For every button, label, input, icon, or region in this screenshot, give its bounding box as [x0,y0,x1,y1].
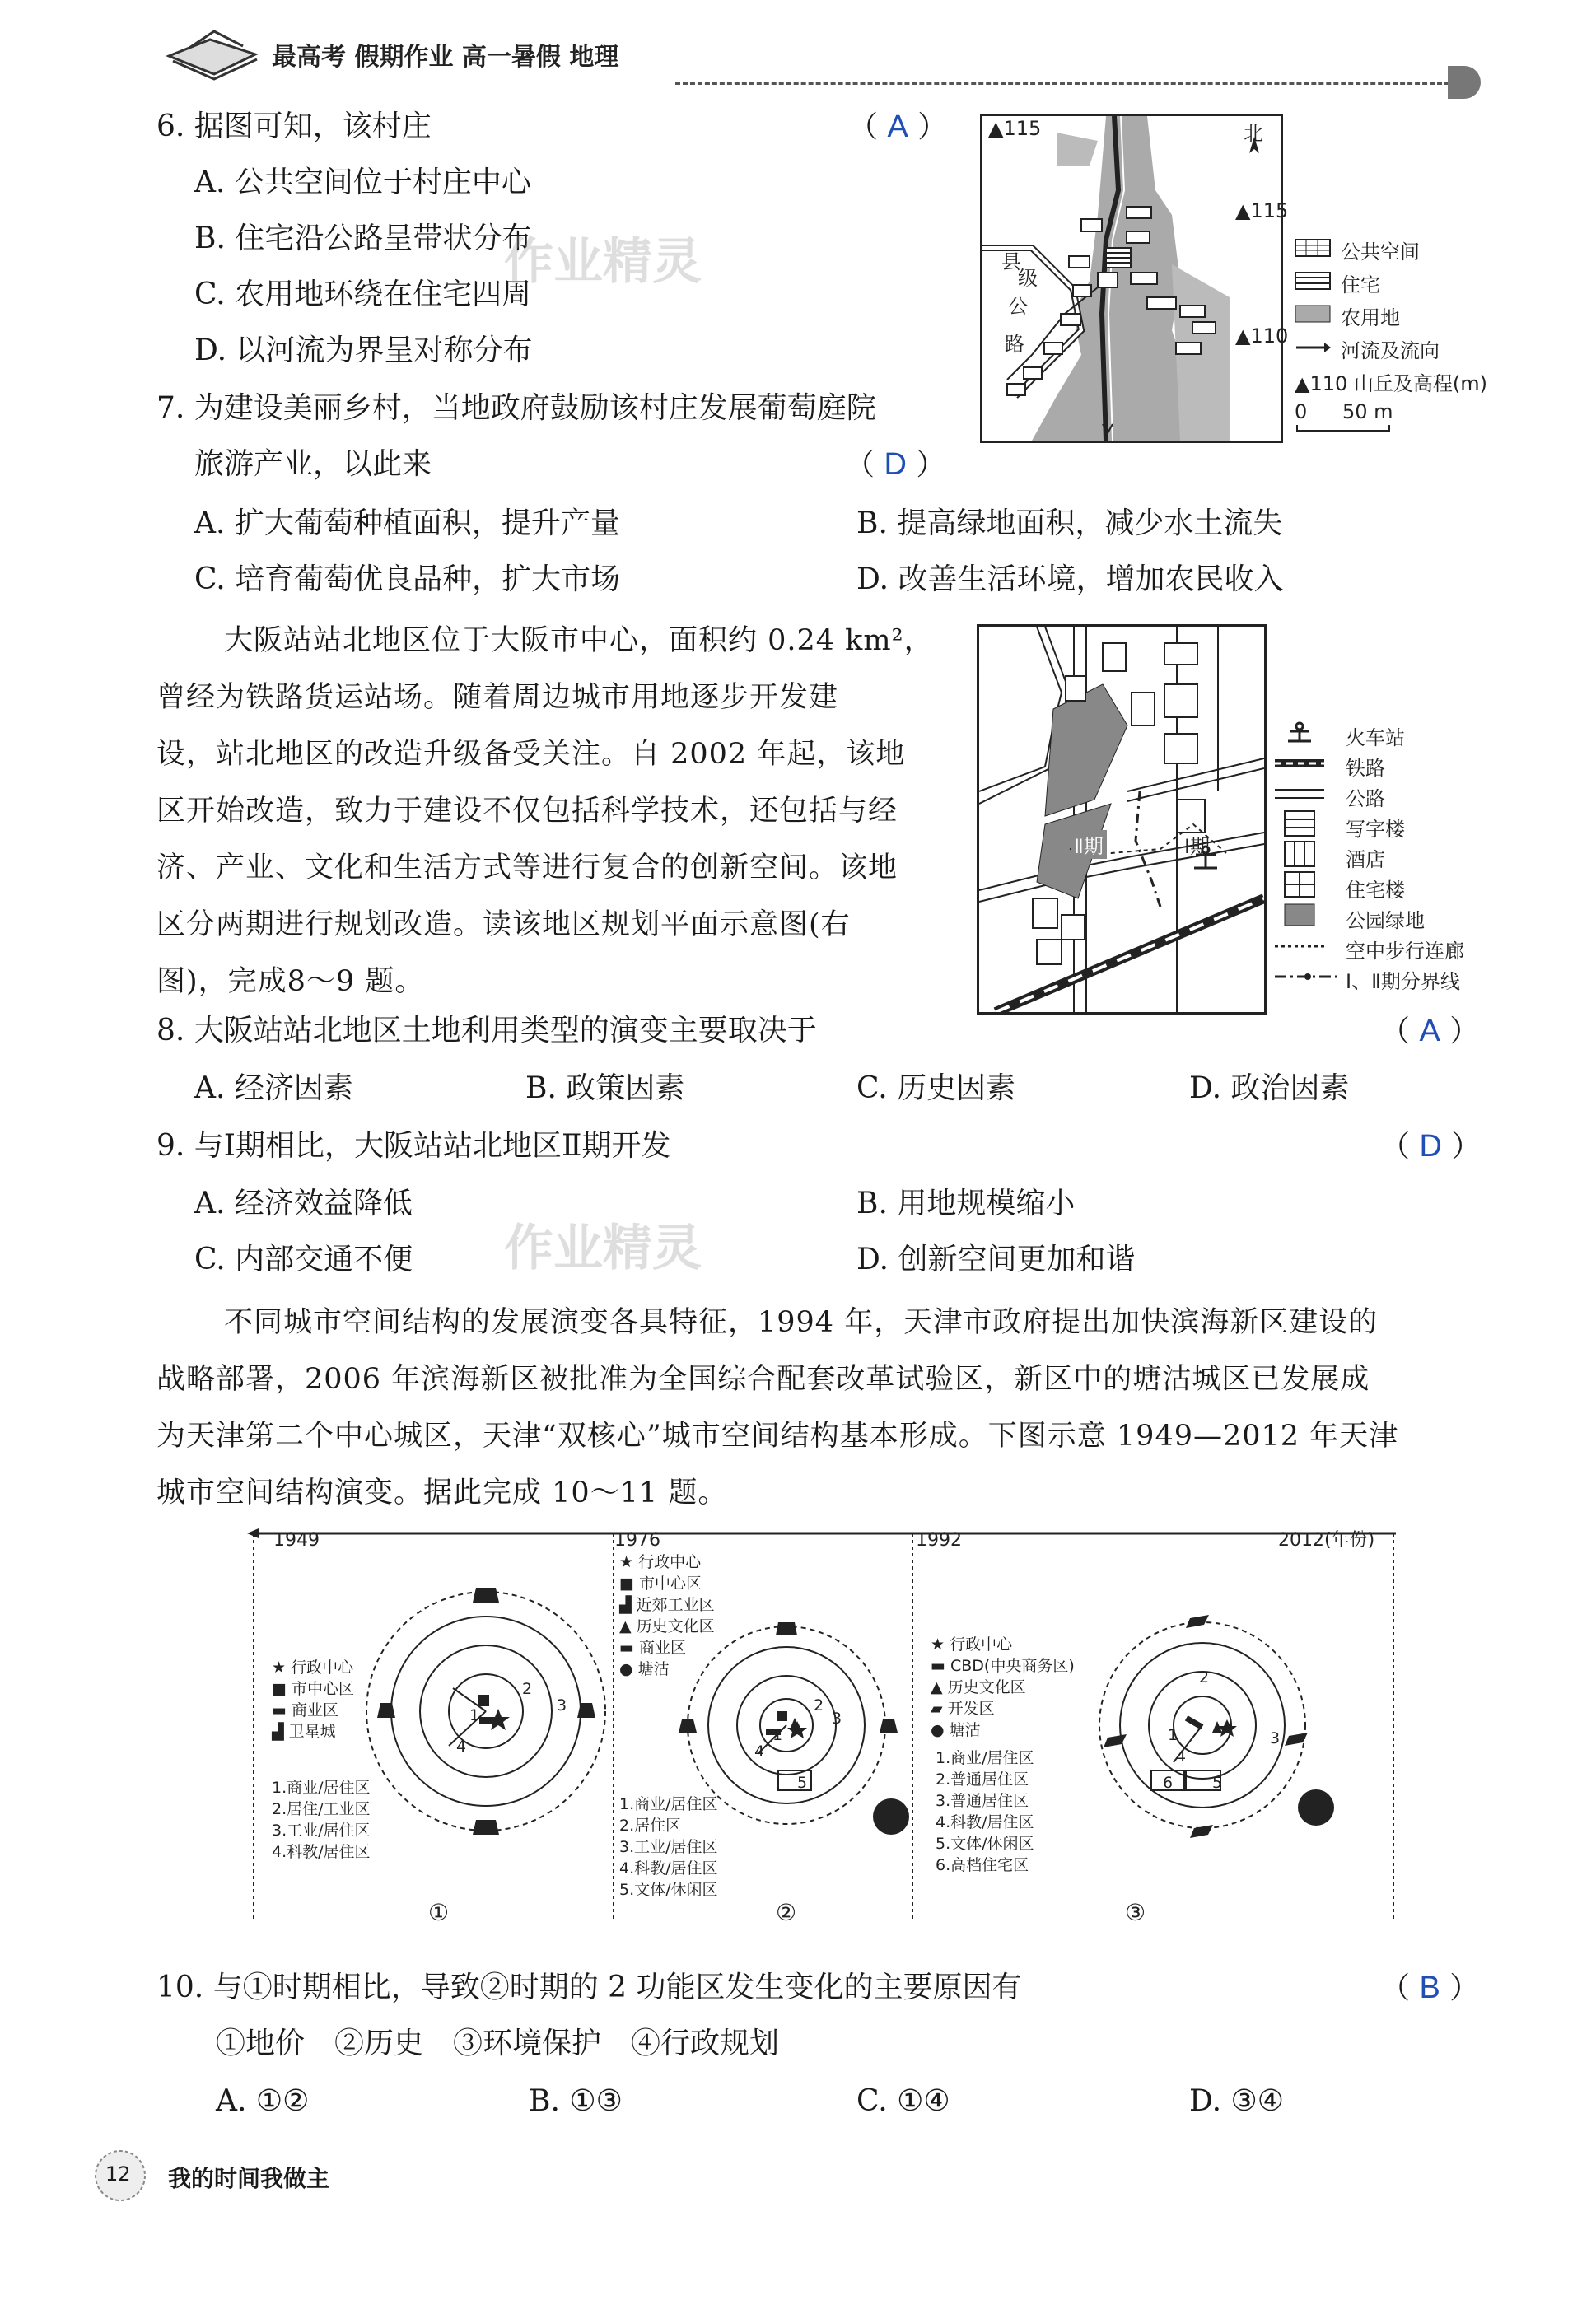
panel3-legend-1: ★ 行政中心 [931,1635,1013,1654]
timeline-figure [247,1523,1400,1935]
panel2-legend [619,1551,715,1680]
q8-option-b: B. 政策因素 [525,1071,685,1105]
panel2-num-1: 1 [772,1726,783,1744]
q7-answer-bracket: （ D ） [845,447,946,482]
q10-factors: ①地价 ②历史 ③环境保护 ④行政规划 [216,2027,780,2060]
office-icon [1283,809,1316,837]
q10-answer-bracket: （ B ） [1380,1971,1480,2005]
passage1-line-2: 曾经为铁路货运站场。随着周边城市用地逐步开发建 [156,681,839,714]
q9-option-b: B. 用地规模缩小 [856,1187,1076,1220]
map1-legend-hill: ▲110 山丘及高程(m) [1295,372,1487,395]
panel3-num-2: 2 [1199,1668,1210,1687]
panel1-legend-4: ▟ 卫星城 [272,1723,336,1741]
passage2 [156,1295,1491,1522]
header-end-icon [1448,66,1481,99]
boundary-icon [1275,968,1341,985]
q10-option-c: C. ①④ [856,2084,950,2118]
panel3-zone-2: 2.普通居住区 [936,1770,1029,1789]
panel2-num-2: 2 [814,1696,824,1715]
q7-stem-line2: 旅游产业，以此来 [194,447,432,481]
q8-option-d: D. 政治因素 [1189,1071,1350,1105]
panel3-zone-1: 1.商业/居住区 [936,1749,1034,1767]
map1-north: 北 [1244,122,1263,145]
house-icon [1295,272,1331,292]
scale-bar [1296,425,1390,432]
timeline-year-1949: 1949 [273,1530,320,1551]
osaka-legend-residential: 住宅楼 [1346,879,1405,902]
panel1-num-2: 2 [522,1680,533,1698]
panel3-num-6: 6 [1163,1774,1174,1792]
osaka-legend [1275,718,1522,992]
watermark-1: 作业精灵 [504,233,702,291]
map1-legend-river: 河流及流向 [1341,339,1440,362]
hotel-icon [1283,840,1316,868]
osaka-map [977,624,1267,1015]
farmland-icon [1295,305,1331,324]
panel2-zone-2: 2.居住区 [619,1817,682,1835]
public-space-icon [1295,239,1331,259]
q10-stem: 10. 与①时期相比，导致②时期的 2 功能区发生变化的主要原因有 [156,1971,1022,2004]
passage1 [156,613,964,1010]
panel3-num-3: 3 [1270,1729,1281,1747]
railway-icon [1275,755,1324,772]
map1-height-3: ▲110 [1235,324,1289,348]
panel2-legend-5: ▬ 商业区 [619,1639,686,1657]
panel1-zone-4: 4.科教/居住区 [272,1843,371,1861]
osaka-legend-hotel: 酒店 [1346,848,1385,871]
map1-scale-50: 50 m [1342,400,1393,423]
map1-road-label-3: 公 [1008,295,1028,318]
passage1-line-3: 设，站北地区的改造升级备受关注。自 2002 年起，该地 [156,738,906,771]
panel3-caption: ③ [1125,1899,1146,1926]
panel2-num-3: 3 [832,1710,842,1728]
passage1-line-4: 区开始改造，致力于建设不仅包括科学技术，还包括与经 [156,795,898,828]
osaka-legend-office: 写字楼 [1346,818,1405,841]
panel2-zone-5: 5.文体/休闲区 [619,1881,718,1899]
panel2-legend-6: ● 塘沽 [619,1660,670,1678]
map1-legend-public: 公共空间 [1341,240,1420,264]
q9-stem: 9. 与Ⅰ期相比，大阪站站北地区Ⅱ期开发 [156,1129,671,1163]
skywalk-icon [1275,938,1324,954]
header-title: 最高考 假期作业 高一暑假 地理 [272,43,619,72]
q9-answer-bracket: （ D ） [1380,1129,1482,1164]
q10-option-b: B. ①③ [529,2084,623,2118]
q7-stem-line1: 7. 为建设美丽乡村，当地政府鼓励该村庄发展葡萄庭院 [156,391,876,425]
osaka-legend-boundary: Ⅰ、Ⅱ期分界线 [1346,970,1460,993]
residential-icon [1283,870,1316,898]
footer-slogan: 我的时间我做主 [168,2165,330,2192]
panel2-zone-3: 3.工业/居住区 [619,1838,718,1856]
panel1-zone-1: 1.商业/居住区 [272,1779,371,1797]
q7-option-a: A. 扩大葡萄种植面积，提升产量 [194,506,620,540]
panel1-caption: ① [428,1899,450,1926]
osaka-legend-road: 公路 [1346,787,1385,810]
road-icon [1275,786,1324,802]
q6-option-c: C. 农用地环绕在住宅四周 [194,278,532,311]
q8-answer-bracket: （ A ） [1380,1014,1480,1048]
panel1-legend-3: ▬ 商业区 [272,1701,338,1719]
q6-option-b: B. 住宅沿公路呈带状分布 [194,222,532,255]
panel3-legend-3: ▲ 历史文化区 [931,1678,1026,1696]
q6-option-d: D. 以河流为界呈对称分布 [194,334,533,367]
panel3-legend-2: ▬ CBD(中央商务区) [931,1657,1075,1675]
q7-option-b: B. 提高绿地面积，减少水土流失 [856,506,1283,540]
panel1-legend-1: ★ 行政中心 [272,1659,354,1677]
panel3-zone-4: 4.科教/居住区 [936,1813,1034,1831]
panel2-zones [619,1794,718,1901]
panel1-num-4: 4 [456,1738,467,1756]
q7-option-d: D. 改善生活环境，增加农民收入 [856,562,1284,596]
q8-option-c: C. 历史因素 [856,1071,1016,1105]
q9-option-a: A. 经济效益降低 [194,1187,413,1220]
panel2-legend-4: ▲ 历史文化区 [619,1617,715,1635]
river-icon [1295,338,1331,357]
map1-road-label-4: 路 [1005,333,1024,356]
map1-legend-house: 住宅 [1341,273,1380,296]
q9-option-d: D. 创新空间更加和谐 [856,1243,1136,1276]
q7-option-c: C. 培育葡萄优良品种，扩大市场 [194,562,621,596]
panel3-num-1: 1 [1168,1726,1178,1744]
header-logo-icon [165,23,264,81]
osaka-phase1-label: Ⅰ期 [1184,835,1211,858]
q9-answer: D [1419,1129,1442,1164]
q8-stem: 8. 大阪站站北地区土地利用类型的演变主要取决于 [156,1014,817,1047]
panel3-num-4: 4 [1176,1747,1187,1766]
panel3-zone-5: 5.文体/休闲区 [936,1835,1034,1853]
map1-scale-zero: 0 [1295,400,1308,423]
passage1-line-7: 图)，完成8～9 题。 [156,965,425,998]
osaka-legend-park: 公园绿地 [1346,909,1425,932]
q8-option-a: A. 经济因素 [194,1071,353,1105]
page-number: 12 [105,2162,131,2186]
passage2-line-2: 战略部署，2006 年滨海新区被批准为全国综合配套改革试验区，新区中的塘沽城区已发展成 [156,1363,1370,1396]
panel2-num-4: 4 [754,1742,765,1761]
panel2-zone-1: 1.商业/居住区 [619,1795,718,1813]
panel2-legend-1: ★ 行政中心 [619,1553,702,1571]
panel1-legend [272,1657,354,1742]
timeline-year-1992: 1992 [916,1530,962,1551]
passage1-line-6: 区分两期进行规划改造。读该地区规划平面示意图(右 [156,908,851,941]
q7-answer: D [884,447,907,482]
header-dashed-line [675,82,1449,85]
panel2-num-5: 5 [797,1774,808,1792]
q10-option-a: A. ①② [216,2084,310,2118]
panel2-legend-3: ▟ 近郊工业区 [619,1596,715,1614]
passage2-line-1: 不同城市空间结构的发展演变各具特征，1994 年，天津市政府提出加快滨海新区建设的 [224,1306,1379,1339]
timeline-year-2012: 2012(年份) [1278,1530,1375,1551]
map1-legend [1295,232,1492,430]
map1-road-label-2: 级 [1018,267,1038,290]
panel2-legend-2: ■ 市中心区 [619,1575,702,1593]
train-station-icon [1281,720,1318,744]
passage1-line-5: 济、产业、文化和生活方式等进行复合的创新空间。该地 [156,851,898,884]
panel1-legend-2: ■ 市中心区 [272,1680,354,1698]
panel1-zone-3: 3.工业/居住区 [272,1822,371,1840]
passage1-line-1: 大阪站站北地区位于大阪市中心，面积约 0.24 km²， [224,624,934,657]
map1-height-1: ▲115 [988,117,1042,140]
panel2-caption: ② [776,1899,797,1926]
map1-road-label-1: 县 [1001,250,1021,273]
osaka-legend-skywalk: 空中步行连廊 [1346,940,1464,963]
map1-legend-farmland: 农用地 [1341,306,1400,329]
panel1-zone-2: 2.居住/工业区 [272,1800,371,1818]
panel3-num-5: 5 [1212,1774,1223,1792]
q9-option-c: C. 内部交通不便 [194,1243,413,1276]
panel1-zones [272,1777,371,1863]
panel3-zone-3: 3.普通居住区 [936,1792,1029,1810]
panel1-num-3: 3 [557,1696,567,1715]
osaka-phase2-label: Ⅱ期 [1071,830,1107,859]
park-icon [1283,903,1316,927]
panel1-num-1: 1 [469,1706,480,1724]
panel2-zone-4: 4.科教/居住区 [619,1859,718,1878]
watermark-2: 作业精灵 [504,1220,702,1277]
passage2-line-3: 为天津第二个中心城区，天津“双核心”城市空间结构基本形成。下图示意 1949—2012 年天津 [156,1420,1399,1453]
q8-answer: A [1419,1014,1440,1048]
q6-answer-bracket: （ A ） [848,110,948,144]
q6-option-a: A. 公共空间位于村庄中心 [194,166,531,199]
panel3-zones [936,1747,1034,1876]
q10-option-d: D. ③④ [1189,2084,1285,2118]
timeline-year-1976: 1976 [614,1530,660,1551]
panel3-legend-4: ▰ 开发区 [931,1700,995,1718]
q10-answer: B [1419,1971,1440,2005]
panel3-zone-6: 6.高档住宅区 [936,1856,1029,1874]
map1-height-2: ▲115 [1235,199,1289,222]
passage2-line-4: 城市空间结构演变。据此完成 10～11 题。 [156,1477,728,1509]
panel3-legend-5: ● 塘沽 [931,1721,981,1739]
q6-answer: A [887,110,908,144]
osaka-legend-railway: 铁路 [1346,757,1385,780]
panel3-legend [931,1634,1075,1741]
osaka-legend-station: 火车站 [1346,726,1405,749]
q6-stem: 6. 据图可知，该村庄 [156,110,432,143]
